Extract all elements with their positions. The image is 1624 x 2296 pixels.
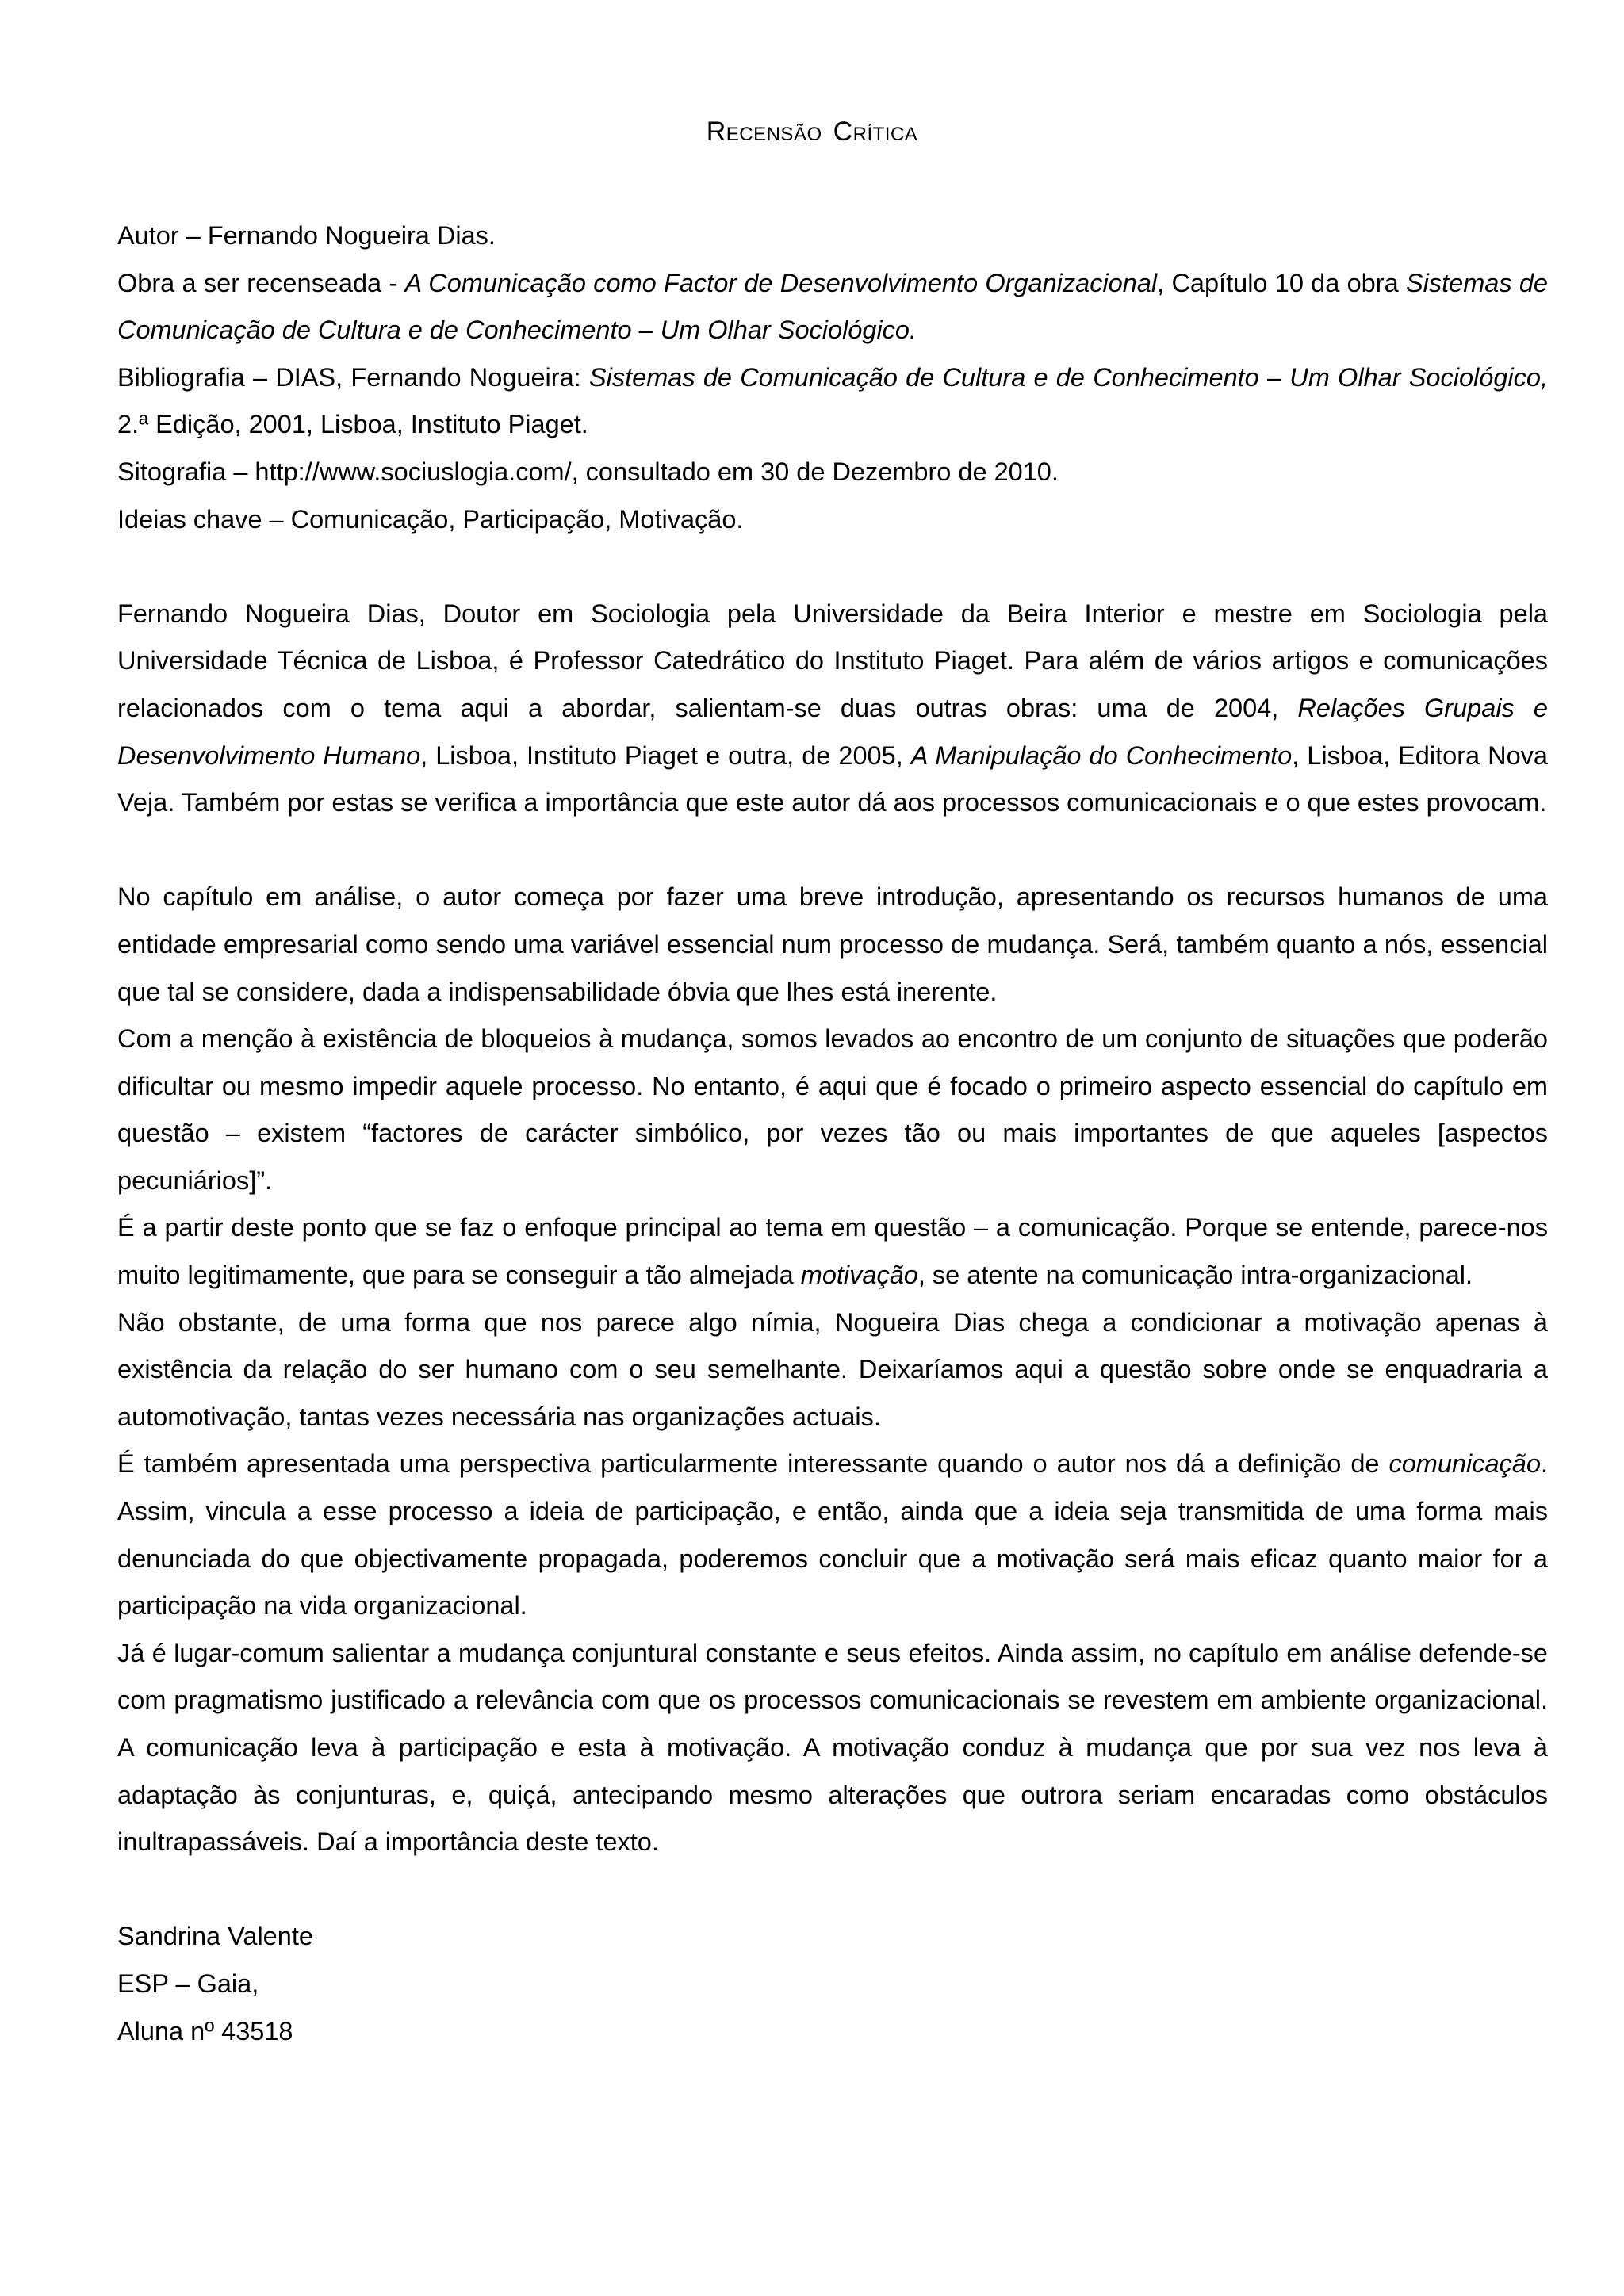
analysis-paragraph-4: Não obstante, de uma forma que nos parece algo nímia, Nogueira Dias chega a condicionar a motivação apenas à existência da relação do ser humano com o seu semelhante. Deixaríamos aqui a questão sobre onde se enquadraria a automotivação, tantas vezes necessária nas organizações actuais. xyxy=(117,1307,1548,1431)
analysis-paragraph-1: No capítulo em análise, o autor começa por fazer uma breve introdução, apresentando os recursos humanos de uma entidade empresarial como sendo uma variável essencial num processo de mudança. Será, também quanto a nós, essencial que tal se considere, dada a indispensabilidade óbvia que lhes está inerente. xyxy=(117,882,1548,1006)
signature-block xyxy=(117,1913,1548,2055)
document-title: Recensão Crítica xyxy=(706,117,918,147)
analysis-paragraph-5 xyxy=(117,1441,1548,1629)
work-book-title: Sistemas de Comunicação de Cultura e de Conhecimento – Um Olhar Sociológico. xyxy=(117,268,1549,345)
analysis-paragraph-6: Já é lugar-comum salientar a mudança conjuntural constante e seus efeitos. Ainda assim, no capítulo em análise defende-se com pragmatismo justificado a relevância com que os processos comunicacionais se revestem em ambiente organizacional. A comunicação leva à participação e esta à motivação. A motivação conduz à mudança que por sua vez nos leva à adaptação às conjunturas, e, quiçá, antecipando mesmo alterações que outrora seriam encaradas como obstáculos inultrapassáveis. Daí a importância deste texto. xyxy=(117,1638,1548,1857)
bio-text-3: , Lisboa, Editora Nova Veja. Também por estas se verifica a importância que este autor dá aos processos comunicacionais e o que estes provocam. xyxy=(117,740,1548,817)
analysis-5-text-a: É também apresentada uma perspectiva particularmente interessante quando o autor nos dá a definição de xyxy=(117,1449,1389,1479)
bio-text-1: Fernando Nogueira Dias, Doutor em Sociologia pela Universidade da Beira Interior e mestre em Sociologia pela Universidade Técnica de Lisboa, é Professor Catedrático do Instituto Piaget. Para além de vários artigos e comunicações relacionados com o tema aqui a abordar, salientam-se duas outras obras: uma de 2004, xyxy=(117,599,1548,722)
analysis-5-text-b: . Assim, vincula a esse processo a ideia de participação, e então, ainda que a ideia seja transmitida de uma forma mais denunciada do que objectivamente propagada, poderemos concluir que a motivação será mais eficaz quanto maior for a participação na vida organizacional. xyxy=(117,1449,1548,1621)
webography-line: Sitografia – http://www.sociuslogia.com/, consultado em 30 de Dezembro de 2010. xyxy=(117,457,1059,486)
bio-text-2: , Lisboa, Instituto Piaget e outra, de 2005, xyxy=(420,740,911,770)
work-mid: , Capítulo 10 da obra xyxy=(1157,268,1406,297)
analysis-3-text-a: É a partir deste ponto que se faz o enfoque principal ao tema em questão – a comunicação. Porque se entende, parece-nos muito legitimamente, que para se conseguir a tão almejada xyxy=(117,1213,1548,1290)
spacer xyxy=(117,827,1548,874)
signature-school: ESP – Gaia, xyxy=(117,1969,259,1998)
bio-work-2: A Manipulação do Conhecimento xyxy=(910,740,1293,770)
bio-work-1: Relações Grupais e Desenvolvimento Humano xyxy=(117,693,1548,770)
keywords-line: Ideias chave – Comunicação, Participação, Motivação. xyxy=(117,504,744,534)
signature-student-number: Aluna nº 43518 xyxy=(117,2016,293,2045)
work-line xyxy=(117,260,1548,354)
author-bio-paragraph xyxy=(117,591,1548,827)
work-prefix: Obra a ser recenseada - xyxy=(117,268,405,297)
analysis-3-text-b: , se atente na comunicação intra-organizacional. xyxy=(917,1261,1473,1290)
analysis-paragraph-2: Com a menção à existência de bloqueios à mudança, somos levados ao encontro de um conjunto de situações que poderão dificultar ou mesmo impedir aquele processo. No entanto, é aqui que é focado o primeiro aspecto essencial do capítulo em questão – existem “factores de carácter simbólico, por vezes tão ou mais importantes de que aqueles [aspectos pecuniários]”. xyxy=(117,1024,1548,1195)
bibliography-line xyxy=(117,354,1548,449)
spacer xyxy=(117,1866,1548,1914)
spacer xyxy=(117,543,1548,591)
analysis-3-emphasis: motivação xyxy=(800,1261,918,1290)
analysis-paragraph-3 xyxy=(117,1204,1548,1299)
bibliography-suffix: 2.ª Edição, 2001, Lisboa, Instituto Piaget. xyxy=(117,410,588,439)
bibliography-prefix: Bibliografia – DIAS, Fernando Nogueira: xyxy=(117,362,589,392)
analysis-5-emphasis: comunicação xyxy=(1388,1449,1541,1479)
work-chapter-title: A Comunicação como Factor de Desenvolvimento Organizacional xyxy=(404,268,1158,297)
author-line: Autor – Fernando Nogueira Dias. xyxy=(117,221,496,250)
bibliography-title: Sistemas de Comunicação de Cultura e de Conhecimento – Um Olhar Sociológico, xyxy=(588,362,1549,392)
signature-name: Sandrina Valente xyxy=(117,1922,313,1951)
document-body xyxy=(117,212,1548,2055)
